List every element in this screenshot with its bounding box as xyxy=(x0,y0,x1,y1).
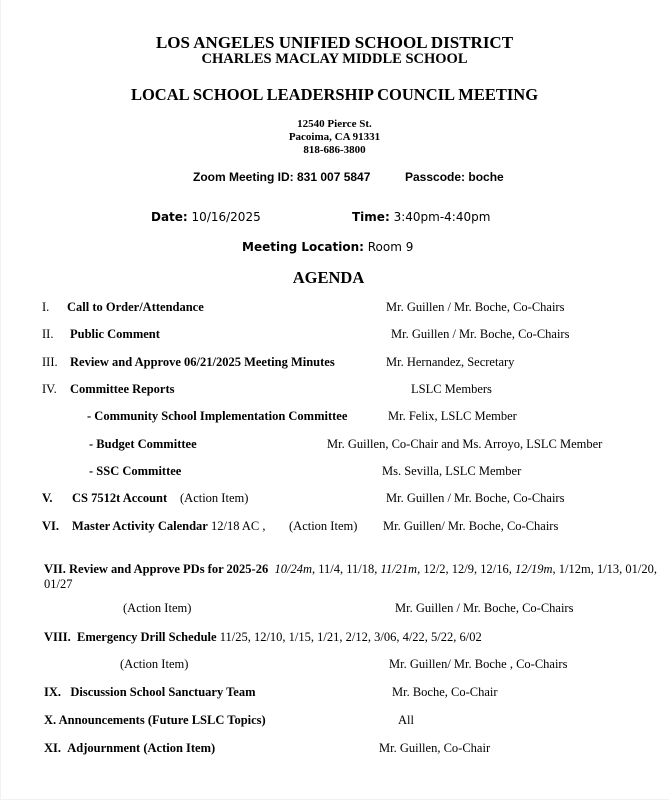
pd-dates-continued: 01/27 xyxy=(44,577,73,591)
time-label: Time: xyxy=(352,210,390,224)
drill-dates: 11/25, 12/10, 1/15, 1/21, 2/12, 3/06, 4/22, 5/22, 6/02 xyxy=(216,630,482,644)
agenda-item-title: Call to Order/Attendance xyxy=(67,300,204,314)
time-value: 3:40pm-4:40pm xyxy=(389,210,491,224)
agenda-item-title: Adjournment (Action Item) xyxy=(67,741,216,755)
address-line-1: 12540 Pierce St. xyxy=(297,118,372,130)
district-name: LOS ANGELES UNIFIED SCHOOL DISTRICT xyxy=(155,33,514,52)
agenda-subitem-title: - Community School Implementation Committee xyxy=(87,409,348,423)
meeting-date xyxy=(151,210,261,224)
agenda-item-owner: LSLC Members xyxy=(411,382,492,396)
agenda-item-owner: Mr. Guillen / Mr. Boche, Co-Chairs xyxy=(386,491,565,505)
agenda-item-title: Master Activity Calendar xyxy=(72,519,208,533)
agenda-item-title: Discussion School Sanctuary Team xyxy=(70,685,256,699)
meeting-location xyxy=(242,240,413,254)
agenda-item-numeral: V. xyxy=(42,491,53,505)
agenda-item-viii xyxy=(44,630,482,645)
agenda-subitem-owner: Ms. Sevilla, LSLC Member xyxy=(382,464,522,478)
agenda-item-ix xyxy=(44,685,256,700)
agenda-item-owner: Mr. Guillen / Mr. Boche, Co-Chairs xyxy=(386,300,565,314)
agenda-title: AGENDA xyxy=(292,268,365,287)
pd-date-meeting: 10/24m xyxy=(274,562,312,576)
agenda-item-owner: Mr. Hernandez, Secretary xyxy=(386,355,515,369)
agenda-item-title: Review and Approve 06/21/2025 Meeting Minutes xyxy=(70,355,335,369)
pd-date: , 12/2, 12/9, 12/16, xyxy=(417,562,515,576)
agenda-item-owner: All xyxy=(398,713,414,727)
agenda-item-numeral: XI. xyxy=(44,741,62,755)
agenda-item-numeral: VI. xyxy=(42,519,60,533)
location-label: Meeting Location: xyxy=(242,240,364,254)
agenda-subitem-owner: Mr. Guillen, Co-Chair and Ms. Arroyo, LSLC Member xyxy=(327,437,603,451)
agenda-subitem-owner: Mr. Felix, LSLC Member xyxy=(388,409,517,423)
date-label: Date: xyxy=(151,210,188,224)
date-value: 10/16/2025 xyxy=(187,210,261,224)
pd-dates-list xyxy=(274,562,657,576)
agenda-item-owner: Mr. Guillen / Mr. Boche, Co-Chairs xyxy=(391,327,570,341)
address-line-2: Pacoima, CA 91331 xyxy=(288,131,381,143)
agenda-item-owner: Mr. Guillen, Co-Chair xyxy=(379,741,491,755)
agenda-item-numeral: III. xyxy=(42,355,58,369)
location-value: Room 9 xyxy=(363,240,414,254)
agenda-item-title: Public Comment xyxy=(70,327,160,341)
agenda-item-numeral: IX. xyxy=(44,685,62,699)
pd-date-meeting: 12/19m xyxy=(515,562,553,576)
agenda-subitem-title: - SSC Committee xyxy=(89,464,182,478)
agenda-item-owner: Mr. Boche, Co-Chair xyxy=(392,685,498,699)
meeting-time xyxy=(352,210,490,224)
agenda-item-title-wrap xyxy=(72,519,266,534)
pd-date-meeting: 11/21m xyxy=(380,562,418,576)
pd-date: , 11/4, 11/18, xyxy=(311,562,381,576)
agenda-item-title: Committee Reports xyxy=(70,382,175,396)
agenda-item-numeral: IV. xyxy=(42,382,57,396)
agenda-item-xi xyxy=(44,741,215,756)
agenda-item-owner: Mr. Guillen/ Mr. Boche , Co-Chairs xyxy=(389,657,568,671)
agenda-item-owner: Mr. Guillen / Mr. Boche, Co-Chairs xyxy=(395,601,574,615)
meeting-title: LOCAL SCHOOL LEADERSHIP COUNCIL MEETING xyxy=(130,85,539,104)
school-name: CHARLES MACLAY MIDDLE SCHOOL xyxy=(201,51,468,67)
agenda-item-title: CS 7512t Account xyxy=(72,491,168,505)
agenda-item-note: (Action Item) xyxy=(120,657,189,671)
agenda-item-title: Emergency Drill Schedule xyxy=(77,630,217,644)
pd-date: , 1/12m, 1/13, 01/20, xyxy=(552,562,658,576)
agenda-item-numeral: VIII. xyxy=(44,630,71,644)
zoom-meeting-id: Zoom Meeting ID: 831 007 5847 xyxy=(193,170,371,184)
phone-number: 818-686-3800 xyxy=(303,144,366,156)
agenda-item-numeral: II. xyxy=(42,327,54,341)
agenda-item-title: Review and Approve PDs for 2025-26 xyxy=(69,562,269,576)
agenda-item-numeral: X. xyxy=(44,713,57,727)
agenda-item-x xyxy=(44,713,266,728)
zoom-passcode: Passcode: boche xyxy=(405,170,504,184)
agenda-item-note: (Action Item) xyxy=(289,519,358,533)
agenda-item-numeral: VII. xyxy=(44,562,66,576)
agenda-item-owner: Mr. Guillen/ Mr. Boche, Co-Chairs xyxy=(383,519,559,533)
agenda-subitem-title: - Budget Committee xyxy=(89,437,197,451)
agenda-item-title: Announcements (Future LSLC Topics) xyxy=(58,713,266,727)
agenda-item-note: (Action Item) xyxy=(180,491,249,505)
agenda-item-numeral: I. xyxy=(42,300,50,314)
agenda-item-vii xyxy=(44,562,657,577)
agenda-item-note: (Action Item) xyxy=(123,601,192,615)
agenda-item-detail: 12/18 AC , xyxy=(207,519,266,533)
